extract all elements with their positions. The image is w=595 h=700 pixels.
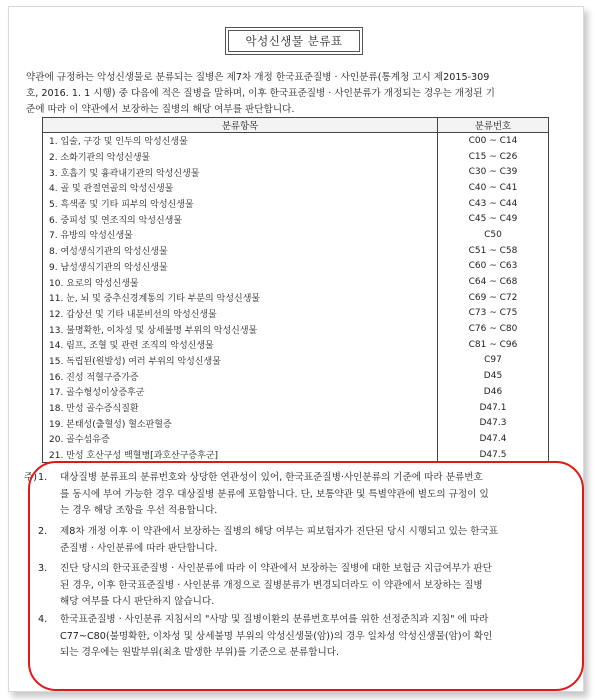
row-code: C81 ~ C96 xyxy=(438,337,549,353)
row-code: D46 xyxy=(438,384,549,400)
row-code: C40 ~ C41 xyxy=(438,180,549,196)
table-row xyxy=(43,447,549,463)
table-header-row xyxy=(43,118,549,133)
table-row xyxy=(43,431,549,447)
note-number: 3. xyxy=(38,563,48,574)
table-row xyxy=(43,211,549,227)
table-row xyxy=(43,243,549,259)
header-code: 분류번호 xyxy=(438,118,549,133)
row-item: 19. 본태성(출혈성) 혈소판혈증 xyxy=(43,415,438,431)
intro-paragraph: 약관에 규정하는 악성신생물로 분류되는 질병은 제7차 개정 한국표준질병 · 사인분류(통계청 고시 제2015-309 호, 2016. 1. 1 시행) 중 다음에 적은 질병을 말하며, 이후 한국표준질병 · 사인분류가 개정되는 경우는 개정된 기 준에 따라 이 약관에서 보장하는 질병의 해당 여부를 판단합니다. xyxy=(26,72,495,115)
table-row xyxy=(43,353,549,369)
document-title: 악성신생물 분류표 xyxy=(228,30,360,52)
notes-label: 주) xyxy=(24,472,38,483)
row-item: 16. 진성 적혈구증가증 xyxy=(43,368,438,384)
row-item: 2. 소화기관의 악성신생물 xyxy=(43,149,438,165)
table-row xyxy=(43,415,549,431)
table-row xyxy=(43,368,549,384)
row-item: 13. 불명확한, 이차성 및 상세불명 부위의 악성신생물 xyxy=(43,321,438,337)
row-item: 11. 눈, 뇌 및 중추신경계통의 기타 부분의 악성신생물 xyxy=(43,290,438,306)
classification-table xyxy=(42,117,549,463)
table-row xyxy=(43,180,549,196)
table-row xyxy=(43,321,549,337)
row-item: 7. 유방의 악성신생물 xyxy=(43,227,438,243)
row-item: 21. 만성 호산구성 백혈병[과호산구증후군] xyxy=(43,447,438,463)
row-item: 9. 남성생식기관의 악성신생물 xyxy=(43,259,438,275)
row-code: C76 ~ C80 xyxy=(438,321,549,337)
note-text: 한국표준질병 · 사인분류 지침서의 "사망 및 질병이환의 분류번호부여를 위한 선정준칙과 지침" 에 따라 C77~C80(불명확한, 이차성 및 상세불명 부위의 악성신생물(암))의 경우 일차성 악성신생물(암)이 확인 되는 경우에는 원발부위(최초 발생한 부위)를 기준으로 분류합니다. xyxy=(60,614,493,659)
header-item: 분류항목 xyxy=(43,118,438,133)
row-item: 12. 갑상선 및 기타 내분비선의 악성신생물 xyxy=(43,306,438,322)
row-code: C73 ~ C75 xyxy=(438,306,549,322)
note-number: 1. xyxy=(38,472,48,483)
row-item: 15. 독립된(원발성) 여러 부위의 악성신생물 xyxy=(43,353,438,369)
row-code: C97 xyxy=(438,353,549,369)
row-item: 6. 중피성 및 연조직의 악성신생물 xyxy=(43,211,438,227)
row-code: C00 ~ C14 xyxy=(438,133,549,149)
table-row xyxy=(43,259,549,275)
note-text: 대상질병 분류표의 분류번호와 상당한 연관성이 있어, 한국표준질병·사인분류의 기준에 따라 분류번호 를 동시에 부여 가능한 경우 대상질병 분류에 포함합니다. 단, 보통약관 및 특별약관에 별도의 규정이 있 는 경우 해당 조항을 우선 적용합니다. xyxy=(60,472,489,517)
row-code: C15 ~ C26 xyxy=(438,149,549,165)
table-row xyxy=(43,290,549,306)
note-text: 제8차 개정 이후 이 약관에서 보장하는 질병의 해당 여부는 피보험자가 진단된 당시 시행되고 있는 한국표 준질병 · 사인분류에 따라 판단합니다. xyxy=(60,526,499,554)
note-number: 2. xyxy=(38,526,48,537)
row-item: 1. 입술, 구강 및 인두의 악성신생물 xyxy=(43,133,438,149)
row-code: C60 ~ C63 xyxy=(438,259,549,275)
row-item: 10. 요로의 악성신생물 xyxy=(43,274,438,290)
row-item: 5. 흑색종 및 기타 피부의 악성신생물 xyxy=(43,196,438,212)
row-item: 18. 만성 골수증식질환 xyxy=(43,400,438,416)
row-code: C64 ~ C68 xyxy=(438,274,549,290)
row-code: D47.3 xyxy=(438,415,549,431)
row-code: C30 ~ C39 xyxy=(438,164,549,180)
row-item: 4. 골 및 관절연골의 악성신생물 xyxy=(43,180,438,196)
row-code: D47.5 xyxy=(438,447,549,463)
row-code: D47.4 xyxy=(438,431,549,447)
row-code: D47.1 xyxy=(438,400,549,416)
row-code: C50 xyxy=(438,227,549,243)
table-row xyxy=(43,149,549,165)
row-code: C51 ~ C58 xyxy=(438,243,549,259)
table-row xyxy=(43,400,549,416)
row-code: C43 ~ C44 xyxy=(438,196,549,212)
row-item: 17. 골수형성이상증후군 xyxy=(43,384,438,400)
row-code: C45 ~ C49 xyxy=(438,211,549,227)
row-code: C69 ~ C72 xyxy=(438,290,549,306)
table-row xyxy=(43,384,549,400)
row-item: 8. 여성생식기관의 악성신생물 xyxy=(43,243,438,259)
table-row xyxy=(43,274,549,290)
table-row xyxy=(43,164,549,180)
row-item: 20. 골수섬유증 xyxy=(43,431,438,447)
row-item: 14. 림프, 조혈 및 관련 조직의 악성신생물 xyxy=(43,337,438,353)
table-row xyxy=(43,227,549,243)
note-number: 4. xyxy=(38,614,48,625)
table-row xyxy=(43,306,549,322)
note-text: 진단 당시의 한국표준질병 · 사인분류에 따라 이 약관에서 보장하는 질병에 대한 보험금 지급여부가 판단 된 경우, 이후 한국표준질병 · 사인분류 개정으로 질병분류가 변경되더라도 이 약관에서 보장하는 질병 해당 여부를 다시 판단하지 않습니다. xyxy=(60,563,492,608)
table-row xyxy=(43,133,549,149)
row-item: 3. 호흡기 및 흉곽내기관의 악성신생물 xyxy=(43,164,438,180)
table-row xyxy=(43,337,549,353)
row-code: D45 xyxy=(438,368,549,384)
table-row xyxy=(43,196,549,212)
